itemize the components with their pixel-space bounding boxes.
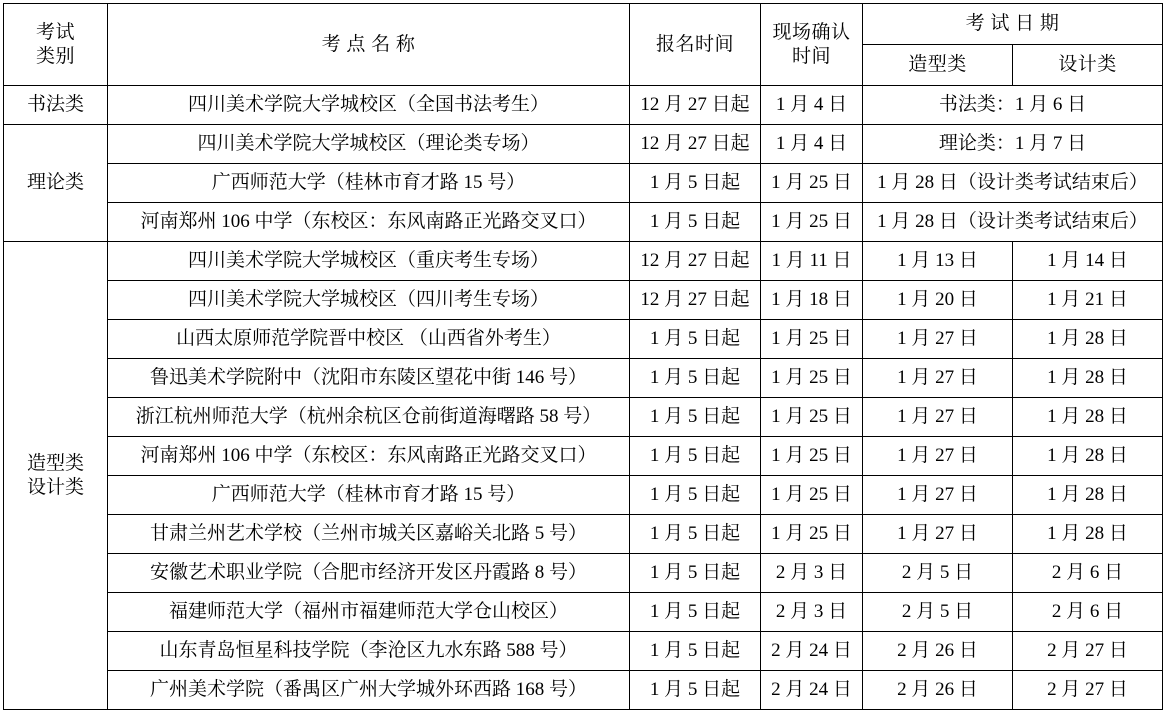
table-body bbox=[4, 86, 1163, 710]
site-name: 福建师范大学（福州市福建师范大学仓山校区） bbox=[108, 593, 630, 632]
exam-date-design: 1 月 28 日 bbox=[1013, 320, 1163, 359]
registration-time: 1 月 5 日起 bbox=[630, 398, 761, 437]
table-row bbox=[4, 86, 1163, 125]
site-name: 安徽艺术职业学院（合肥市经济开发区丹霞路 8 号） bbox=[108, 554, 630, 593]
table-row bbox=[4, 398, 1163, 437]
category-cell-modeling-design bbox=[4, 242, 108, 710]
exam-date-design: 1 月 21 日 bbox=[1013, 281, 1163, 320]
registration-time: 1 月 5 日起 bbox=[630, 437, 761, 476]
confirm-time: 1 月 25 日 bbox=[761, 359, 863, 398]
site-name: 鲁迅美术学院附中（沈阳市东陵区望花中街 146 号） bbox=[108, 359, 630, 398]
registration-time: 12 月 27 日起 bbox=[630, 242, 761, 281]
site-name: 四川美术学院大学城校区（重庆考生专场） bbox=[108, 242, 630, 281]
registration-time: 1 月 5 日起 bbox=[630, 164, 761, 203]
confirm-time: 1 月 25 日 bbox=[761, 203, 863, 242]
table-row bbox=[4, 515, 1163, 554]
registration-time: 1 月 5 日起 bbox=[630, 320, 761, 359]
header-confirm-time-line1: 现场确认 bbox=[772, 21, 851, 43]
exam-date-modeling: 1 月 27 日 bbox=[863, 359, 1013, 398]
confirm-time: 1 月 25 日 bbox=[761, 320, 863, 359]
header-sub-modeling: 造型类 bbox=[863, 45, 1013, 86]
registration-time: 1 月 5 日起 bbox=[630, 671, 761, 710]
table-row bbox=[4, 203, 1163, 242]
confirm-time: 1 月 18 日 bbox=[761, 281, 863, 320]
registration-time: 1 月 5 日起 bbox=[630, 359, 761, 398]
exam-date-modeling: 1 月 27 日 bbox=[863, 437, 1013, 476]
exam-schedule-sheet bbox=[0, 3, 1163, 701]
exam-date-modeling: 2 月 5 日 bbox=[863, 554, 1013, 593]
registration-time: 1 月 5 日起 bbox=[630, 515, 761, 554]
exam-date-design: 1 月 28 日 bbox=[1013, 515, 1163, 554]
table-row bbox=[4, 320, 1163, 359]
site-name: 浙江杭州师范大学（杭州余杭区仓前街道海曙路 58 号） bbox=[108, 398, 630, 437]
exam-date-design: 1 月 28 日 bbox=[1013, 437, 1163, 476]
exam-date-modeling: 2 月 5 日 bbox=[863, 593, 1013, 632]
confirm-time: 2 月 3 日 bbox=[761, 554, 863, 593]
header-site: 考 点 名 称 bbox=[108, 4, 630, 86]
site-name: 广州美术学院（番禺区广州大学城外环西路 168 号） bbox=[108, 671, 630, 710]
exam-date-modeling: 2 月 26 日 bbox=[863, 671, 1013, 710]
table-row bbox=[4, 242, 1163, 281]
table-row bbox=[4, 281, 1163, 320]
header-category-line2: 类别 bbox=[35, 45, 75, 67]
site-name: 广西师范大学（桂林市育才路 15 号） bbox=[108, 164, 630, 203]
category-cell-calligraphy: 书法类 bbox=[4, 86, 108, 125]
header-sub-design: 设计类 bbox=[1013, 45, 1163, 86]
registration-time: 12 月 27 日起 bbox=[630, 281, 761, 320]
registration-time: 12 月 27 日起 bbox=[630, 86, 761, 125]
confirm-time: 1 月 4 日 bbox=[761, 86, 863, 125]
table-row bbox=[4, 164, 1163, 203]
exam-date-merged: 书法类：1 月 6 日 bbox=[863, 86, 1163, 125]
table-row bbox=[4, 125, 1163, 164]
exam-date-design: 1 月 28 日 bbox=[1013, 476, 1163, 515]
registration-time: 1 月 5 日起 bbox=[630, 554, 761, 593]
exam-date-modeling: 1 月 27 日 bbox=[863, 398, 1013, 437]
site-name: 广西师范大学（桂林市育才路 15 号） bbox=[108, 476, 630, 515]
exam-date-merged: 1 月 28 日（设计类考试结束后） bbox=[863, 164, 1163, 203]
exam-date-modeling: 1 月 20 日 bbox=[863, 281, 1013, 320]
confirm-time: 1 月 25 日 bbox=[761, 164, 863, 203]
table-row bbox=[4, 437, 1163, 476]
site-name: 四川美术学院大学城校区（理论类专场） bbox=[108, 125, 630, 164]
table-row bbox=[4, 359, 1163, 398]
registration-time: 12 月 27 日起 bbox=[630, 125, 761, 164]
exam-date-design: 1 月 14 日 bbox=[1013, 242, 1163, 281]
site-name: 山西太原师范学院晋中校区 （山西省外考生） bbox=[108, 320, 630, 359]
site-name: 四川美术学院大学城校区（全国书法考生） bbox=[108, 86, 630, 125]
confirm-time: 2 月 24 日 bbox=[761, 671, 863, 710]
site-name: 山东青岛恒星科技学院（李沧区九水东路 588 号） bbox=[108, 632, 630, 671]
exam-date-modeling: 2 月 26 日 bbox=[863, 632, 1013, 671]
confirm-time: 1 月 4 日 bbox=[761, 125, 863, 164]
header-row-1 bbox=[4, 4, 1163, 45]
header-exam-date: 考 试 日 期 bbox=[863, 4, 1163, 45]
exam-date-design: 2 月 27 日 bbox=[1013, 671, 1163, 710]
confirm-time: 2 月 24 日 bbox=[761, 632, 863, 671]
table-row bbox=[4, 593, 1163, 632]
site-name: 河南郑州 106 中学（东校区：东风南路正光路交叉口） bbox=[108, 437, 630, 476]
exam-date-design: 1 月 28 日 bbox=[1013, 398, 1163, 437]
exam-date-merged: 理论类：1 月 7 日 bbox=[863, 125, 1163, 164]
exam-date-design: 2 月 27 日 bbox=[1013, 632, 1163, 671]
registration-time: 1 月 5 日起 bbox=[630, 632, 761, 671]
exam-date-modeling: 1 月 27 日 bbox=[863, 515, 1013, 554]
category-line-1: 造型类 bbox=[26, 452, 84, 474]
table-row bbox=[4, 671, 1163, 710]
confirm-time: 1 月 25 日 bbox=[761, 437, 863, 476]
category-line-2: 设计类 bbox=[26, 476, 84, 498]
table-row bbox=[4, 632, 1163, 671]
header-registration-time: 报名时间 bbox=[630, 4, 761, 86]
table-header bbox=[4, 4, 1163, 86]
registration-time: 1 月 5 日起 bbox=[630, 203, 761, 242]
exam-date-design: 2 月 6 日 bbox=[1013, 554, 1163, 593]
header-confirm-time bbox=[761, 4, 863, 86]
exam-date-design: 1 月 28 日 bbox=[1013, 359, 1163, 398]
table-row bbox=[4, 554, 1163, 593]
header-confirm-time-line2: 时间 bbox=[791, 45, 831, 67]
exam-date-merged: 1 月 28 日（设计类考试结束后） bbox=[863, 203, 1163, 242]
site-name: 甘肃兰州艺术学校（兰州市城关区嘉峪关北路 5 号） bbox=[108, 515, 630, 554]
confirm-time: 1 月 11 日 bbox=[761, 242, 863, 281]
exam-date-modeling: 1 月 13 日 bbox=[863, 242, 1013, 281]
exam-date-design: 2 月 6 日 bbox=[1013, 593, 1163, 632]
header-category-line1: 考试 bbox=[35, 21, 75, 43]
registration-time: 1 月 5 日起 bbox=[630, 476, 761, 515]
site-name: 河南郑州 106 中学（东校区：东风南路正光路交叉口） bbox=[108, 203, 630, 242]
confirm-time: 1 月 25 日 bbox=[761, 515, 863, 554]
confirm-time: 1 月 25 日 bbox=[761, 476, 863, 515]
confirm-time: 1 月 25 日 bbox=[761, 398, 863, 437]
header-category bbox=[4, 4, 108, 86]
confirm-time: 2 月 3 日 bbox=[761, 593, 863, 632]
registration-time: 1 月 5 日起 bbox=[630, 593, 761, 632]
exam-date-modeling: 1 月 27 日 bbox=[863, 476, 1013, 515]
category-cell-theory: 理论类 bbox=[4, 125, 108, 242]
site-name: 四川美术学院大学城校区（四川考生专场） bbox=[108, 281, 630, 320]
table-row bbox=[4, 476, 1163, 515]
exam-date-modeling: 1 月 27 日 bbox=[863, 320, 1013, 359]
exam-schedule-table bbox=[3, 3, 1163, 710]
